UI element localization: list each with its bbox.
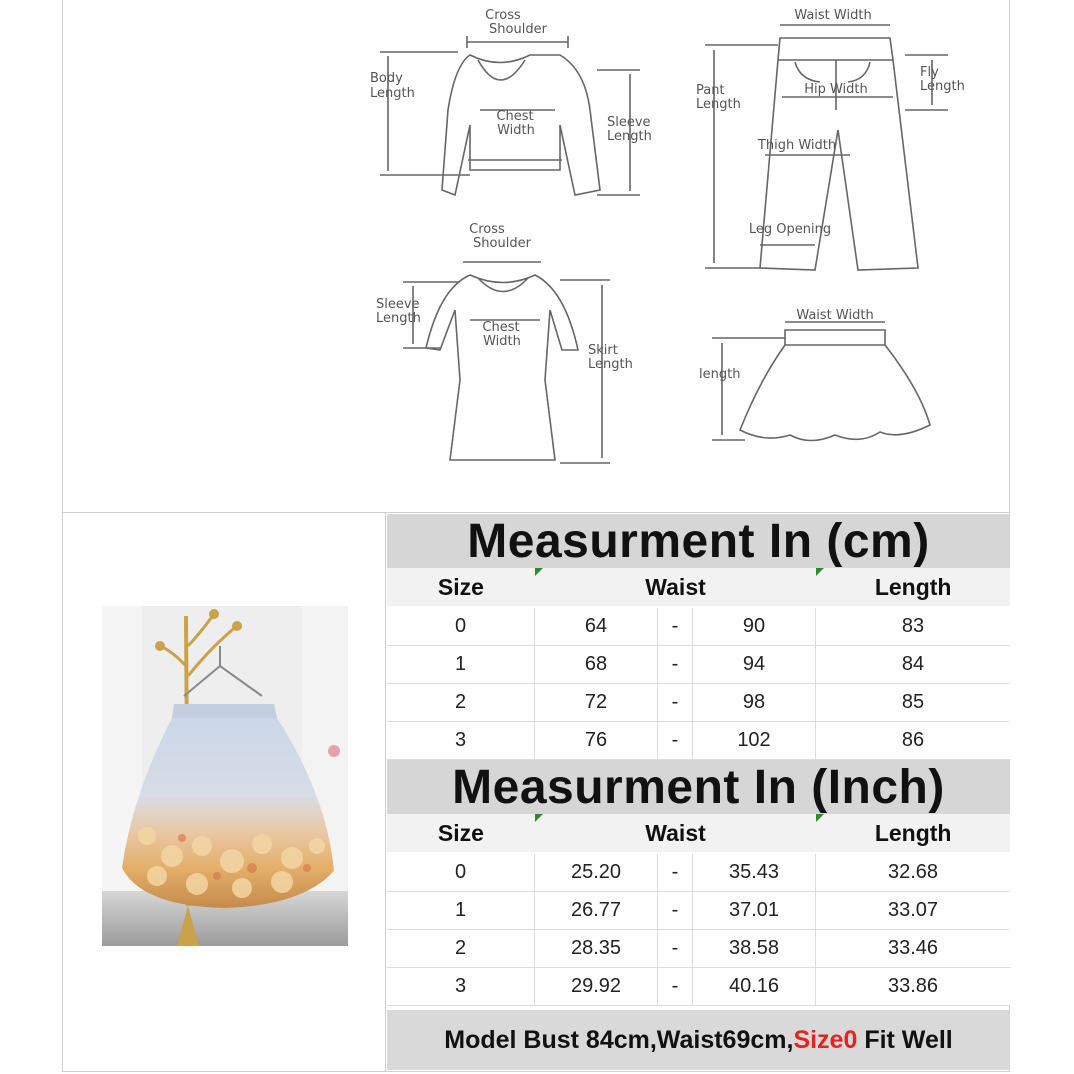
inch-header-waist bbox=[535, 814, 817, 852]
cell-waist-min: 68 bbox=[535, 646, 658, 683]
cell-length: 33.86 bbox=[887, 975, 939, 997]
cell-sep: - bbox=[658, 968, 693, 1005]
cell-waist-min: 64 bbox=[535, 608, 658, 645]
cell-waist-min: 25.20 bbox=[535, 854, 658, 891]
cell-size: 0 bbox=[387, 608, 535, 645]
inch-header-length-label: Length bbox=[874, 819, 952, 846]
label-thigh-width: Thigh Width bbox=[757, 138, 837, 153]
label-top-cross-shoulder-2: Shoulder bbox=[489, 22, 547, 37]
cell-size: 3 bbox=[387, 968, 535, 1005]
cell-sep: - bbox=[658, 608, 693, 645]
cell-waist-min: 28.35 bbox=[535, 930, 658, 967]
table-row bbox=[387, 854, 1010, 892]
label-pant-length-1: Pant bbox=[696, 83, 725, 98]
cell-waist-max: 35.43 bbox=[693, 854, 816, 891]
model-fit-suffix: Fit Well bbox=[857, 1025, 953, 1054]
dress-outline bbox=[426, 275, 578, 460]
label-dress-chest-2: Width bbox=[483, 334, 521, 349]
cell-length: 86 bbox=[901, 729, 925, 751]
cell-size: 1 bbox=[387, 892, 535, 929]
model-fit-note bbox=[387, 1010, 1010, 1070]
cell-sep: - bbox=[658, 722, 693, 759]
model-fit-text bbox=[444, 1026, 953, 1055]
cell-waist-max: 40.16 bbox=[693, 968, 816, 1005]
table-row bbox=[387, 684, 1010, 722]
corner-marker bbox=[816, 568, 824, 576]
cell-waist-min: 76 bbox=[535, 722, 658, 759]
label-body-length-1: Body bbox=[370, 71, 403, 86]
inch-header-length bbox=[816, 814, 1010, 852]
cm-header-length bbox=[816, 568, 1010, 606]
cm-table-header bbox=[387, 568, 1010, 608]
cell-size: 1 bbox=[387, 646, 535, 683]
cell-sep: - bbox=[658, 646, 693, 683]
cell-size: 3 bbox=[387, 722, 535, 759]
cm-header-size: Size bbox=[437, 573, 484, 600]
table-row bbox=[387, 722, 1010, 760]
cell-waist-min: 72 bbox=[535, 684, 658, 721]
inch-table-title-band bbox=[387, 760, 1010, 814]
label-skirt-length: length bbox=[699, 367, 741, 382]
cm-header-waist-label: Waist bbox=[645, 573, 706, 600]
cell-waist-max: 102 bbox=[693, 722, 816, 759]
label-top-sleeve-2: Length bbox=[607, 129, 652, 144]
model-fit-prefix: Model Bust 84cm,Waist69cm, bbox=[444, 1025, 794, 1054]
cell-waist-max: 98 bbox=[693, 684, 816, 721]
product-photo bbox=[102, 606, 348, 946]
cell-length: 84 bbox=[901, 653, 925, 675]
cell-waist-max: 90 bbox=[693, 608, 816, 645]
cell-length: 33.07 bbox=[887, 899, 939, 921]
cell-length: 33.46 bbox=[887, 937, 939, 959]
table-row bbox=[387, 968, 1010, 1006]
cm-table-title-band bbox=[387, 514, 1010, 568]
label-dress-sleeve-2: Length bbox=[376, 311, 421, 326]
cell-waist-min: 26.77 bbox=[535, 892, 658, 929]
label-pant-length-2: Length bbox=[696, 97, 741, 112]
cell-waist-max: 38.58 bbox=[693, 930, 816, 967]
label-skirt-length-dress-1: Skirt bbox=[588, 343, 618, 358]
label-fly-length-1: Fly bbox=[920, 65, 939, 80]
cell-sep: - bbox=[658, 892, 693, 929]
column-divider bbox=[385, 512, 386, 1072]
inch-header-size: Size bbox=[437, 819, 484, 846]
model-fit-size: Size0 bbox=[793, 1025, 858, 1054]
label-dress-chest-1: Chest bbox=[482, 320, 520, 335]
label-top-chest-2: Width bbox=[497, 123, 535, 138]
corner-marker bbox=[535, 814, 543, 822]
table-row bbox=[387, 930, 1010, 968]
label-top-chest-1: Chest bbox=[496, 109, 534, 124]
skirt-photo-illustration bbox=[102, 606, 348, 946]
measurement-diagrams bbox=[0, 0, 1074, 512]
cell-waist-max: 37.01 bbox=[693, 892, 816, 929]
cell-length: 83 bbox=[901, 615, 925, 637]
size-tables bbox=[387, 514, 1010, 1006]
label-leg-opening: Leg Opening bbox=[748, 222, 832, 237]
cm-header-waist bbox=[535, 568, 817, 606]
label-dress-cross-shoulder-2: Shoulder bbox=[473, 236, 531, 251]
inch-table-header bbox=[387, 814, 1010, 854]
table-row bbox=[387, 892, 1010, 930]
corner-marker bbox=[535, 568, 543, 576]
cell-size: 0 bbox=[387, 854, 535, 891]
label-fly-length-2: Length bbox=[920, 79, 965, 94]
cell-length: 85 bbox=[901, 691, 925, 713]
label-dress-cross-shoulder-1: Cross bbox=[469, 222, 505, 237]
cell-size: 2 bbox=[387, 930, 535, 967]
label-dress-sleeve-1: Sleeve bbox=[376, 297, 420, 312]
cell-sep: - bbox=[658, 854, 693, 891]
label-skirt-length-dress-2: Length bbox=[588, 357, 633, 372]
label-skirt-waist-width: Waist Width bbox=[796, 308, 874, 323]
inch-table-title: Measurment In (Inch) bbox=[452, 760, 945, 814]
corner-marker bbox=[816, 814, 824, 822]
inch-header-waist-label: Waist bbox=[645, 819, 706, 846]
cell-sep: - bbox=[658, 930, 693, 967]
table-row bbox=[387, 646, 1010, 684]
skirt-outline bbox=[740, 330, 930, 441]
label-top-cross-shoulder-1: Cross bbox=[485, 8, 521, 23]
cell-waist-min: 29.92 bbox=[535, 968, 658, 1005]
cm-table-title: Measurment In (cm) bbox=[467, 514, 930, 568]
label-top-sleeve-1: Sleeve bbox=[607, 115, 651, 130]
cell-size: 2 bbox=[387, 684, 535, 721]
cell-waist-max: 94 bbox=[693, 646, 816, 683]
cell-length: 32.68 bbox=[887, 861, 939, 883]
table-row bbox=[387, 608, 1010, 646]
cm-header-length-label: Length bbox=[874, 573, 952, 600]
label-hip-width: Hip Width bbox=[804, 82, 868, 97]
cell-sep: - bbox=[658, 684, 693, 721]
label-pant-waist-width: Waist Width bbox=[794, 8, 872, 23]
label-body-length-2: Length bbox=[370, 86, 415, 101]
